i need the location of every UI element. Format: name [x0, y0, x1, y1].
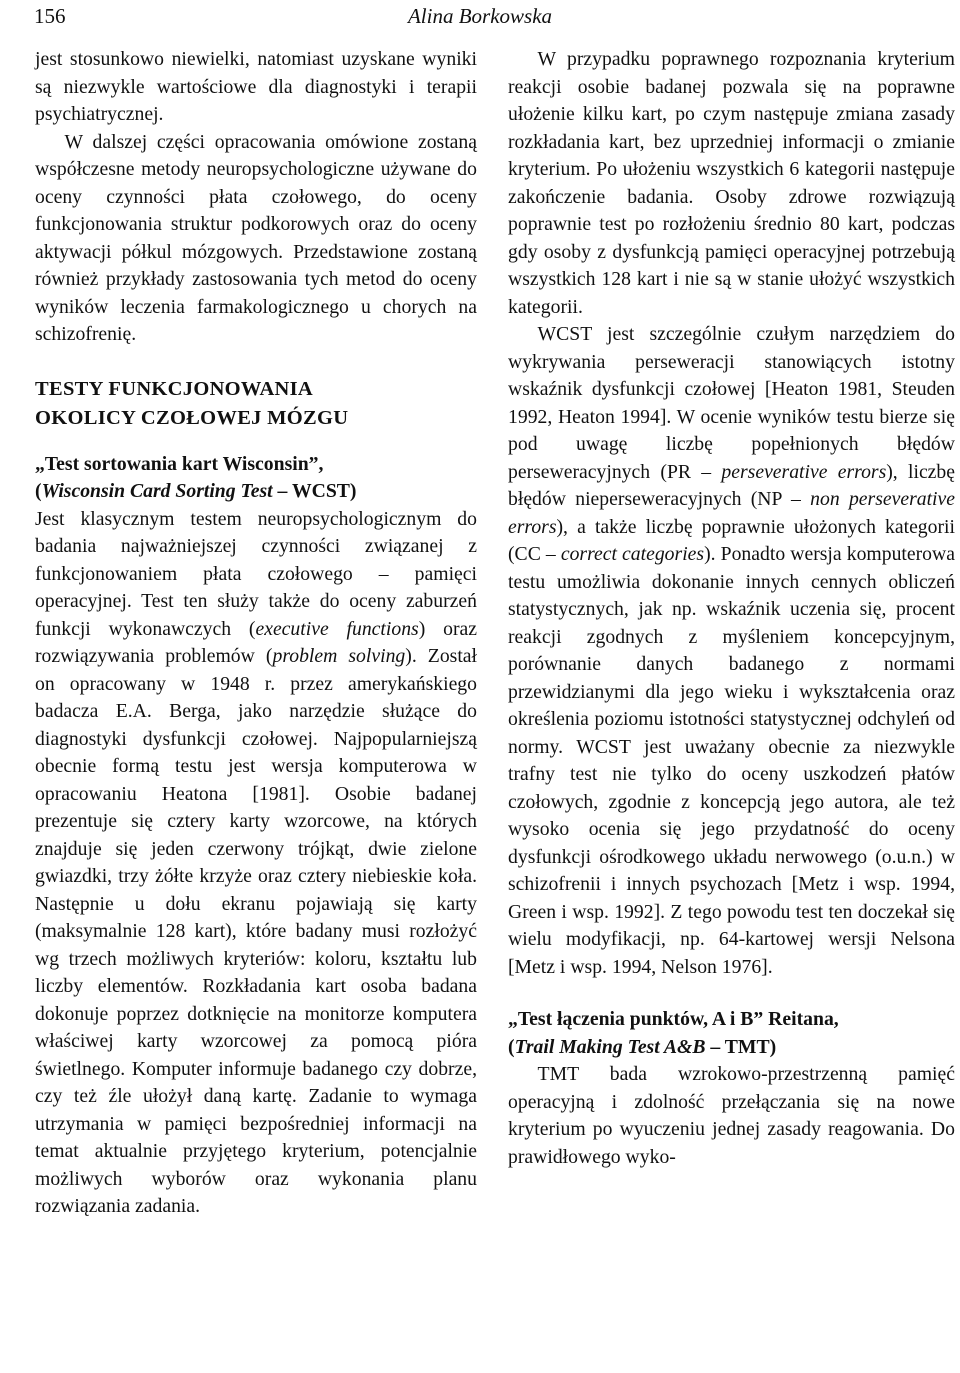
paragraph: jest stosunkowo niewielki, natomiast uzyskane wyniki są niezwykle wartościowe dla diagnostyki i terapii psychiatrycznej. — [35, 48, 477, 125]
section-heading — [35, 375, 477, 433]
paragraph: W dalszej części opracowania omówione zostaną współczesne metody neuropsychologiczne używane do oceny czynności płata czołowego, do oceny funkcjonowania struktur podkorowych oraz do oceny aktywacji półkul mózgowych. Przedstawione zostaną również przykłady zastosowania tych metod do oceny wyników leczenia farmakologicznego u chorych na schizofrenię. — [35, 130, 477, 345]
text-run: ), a także liczbę poprawnie ułożonych kategorii (CC – — [508, 515, 955, 565]
paren: ( — [508, 1035, 515, 1058]
section-heading-line: OKOLICY CZOŁOWEJ MÓZGU — [35, 406, 349, 429]
text-run: ) oraz rozwiązywania problemów ( — [35, 617, 477, 667]
english-term: problem solving — [272, 645, 406, 667]
subsection-abbrev: – WCST) — [272, 480, 357, 502]
section-heading-line: TESTY FUNKCJONOWANIA — [35, 377, 314, 400]
text-run: Jest klasycznym testem neuropsychologicznym do badania najważniejszej czynności związanej z funkcjonowaniem płata czołowego – pamięci operacyjnej. Test ten służy także do oceny zaburzeń funkcji wykonawczych ( — [35, 507, 477, 640]
paragraph — [35, 506, 477, 1221]
subsection-abbrev: – TMT) — [705, 1035, 777, 1058]
right-column — [508, 46, 955, 1171]
subsection-heading-wcst — [35, 451, 477, 506]
paren: ( — [35, 480, 42, 502]
english-term: executive functions — [255, 617, 419, 640]
text-run: ). Został on opracowany w 1948 r. przez amerykańskiego badacza E.A. Berga, jako narzędzie służące do diagnostyki dysfunkcji czołowej. Najpopularniejszą obecnie formą testu jest wersja komputerowa w opracowaniu Heatona [1981]. Osobie badanej prezentuje się cztery karty wzorcowe, na których znajduje się jeden czerwony trójkąt, dwie zielone gwiazdki, trzy żółte krzyże oraz cztery niebieskie koła. Następnie u dołu ekranu pojawiają się karty (maksymalnie 128 kart), które badany musi rozłożyć wg trzech możliwych kryteriów: koloru, kształtu lub liczby elementów. Rozkładania kart osoba badana dokonuje poprzez dotknięcie na monitorze komputera właściwej karty wzorcowej za pomocą pióra świetlnego. Komputer informuje badanego czy dobrze, czy też źle ułożył daną kartę. Zadanie to wymaga utrzymania w pamięci bezpośredniej informacji na temat aktualnie przyjętego kryterium, potencjalnie możliwych wyborów oraz wykonania planu rozwiązania zadania. — [35, 645, 478, 1217]
running-head: Alina Borkowska — [407, 4, 553, 28]
text-run: ). Ponadto wersja komputerowa testu umożliwia dokonanie innych cennych obliczeń statystycznych, jak np. wskaźnik uczenia się, procent reakcji zgodnych z myśleniem koncepcyjnym, porównanie danych badanego z normami przewidzianymi dla jego wieku i wykształcenia oraz określenia poziomu istotności statystycznej odchyleń od normy. WCST jest uważany obecnie za niezwykle trafny test nie tylko do oceny uszkodzeń płatów czołowych, zgodnie z koncepcją jego autora, ale też wysoko ocenia się jego przydatność do oceny dysfunkcji ośrodkowego układu nerwowego (o.u.n.) w schizofrenii i innych psychozach [Metz i wsp. 1994, Green i wsp. 1992]. Z tego powodu test ten doczekał się wielu modyfikacji, np. 64-kartowej wersji Nelsona [Metz i wsp. 1994, Nelson 1976]. — [508, 543, 955, 978]
subsection-title-english: Wisconsin Card Sorting Test — [41, 480, 273, 502]
paragraph — [508, 321, 955, 981]
text-run: ), liczbę błędów nieperseweracyjnych (NP – — [508, 460, 956, 510]
subsection-title: „Test sortowania kart Wisconsin”, — [35, 452, 324, 475]
left-column — [35, 46, 477, 1221]
paragraph: TMT bada wzrokowo-przestrzenną pamięć operacyjną i zdolność przełączania się na nowe kryterium po wyuczeniu jednej zasady reagowania. Do prawidłowego wyko- — [508, 1063, 955, 1168]
subsection-title: „Test łączenia punktów, A i B” Reitana, — [508, 1008, 839, 1030]
page-number: 156 — [34, 4, 66, 28]
subsection-title-english: Trail Making Test A&B — [514, 1035, 706, 1058]
english-term: non perseverative errors — [508, 488, 955, 538]
subsection-heading-tmt — [508, 1006, 955, 1061]
text-run: WCST jest szczególnie czułym narzędziem do wykrywania perseweracji stanowiących istotny wskaźnik dysfunkcji czołowej [Heaton 1981, Steuden 1992, Heaton 1994]. W ocenie wyników testu bierze się pod uwagę liczbę popełnionych błędów perseweracyjnych (PR – — [508, 323, 955, 483]
paragraph: W przypadku poprawnego rozpoznania kryterium reakcji osobie badanej pozwala się na poprawne ułożenie kilku kart, po czym następuje zmiana zasady rozkładania kart, bez uprzedniej informacji o zmianie kryterium. Po ułożeniu wszystkich 6 kategorii następuje zakończenie badania. Osoby zdrowe rozwiązują poprawnie test po rozłożeniu średnio 80 kart, podczas gdy osoby z dysfunkcją pamięci operacyjnej potrzebują wszystkich 128 kart i nie są w stanie ułożyć wszystkich kategorii. — [508, 48, 955, 318]
english-term: correct categories — [560, 543, 705, 565]
english-term: perseverative errors — [721, 460, 887, 483]
